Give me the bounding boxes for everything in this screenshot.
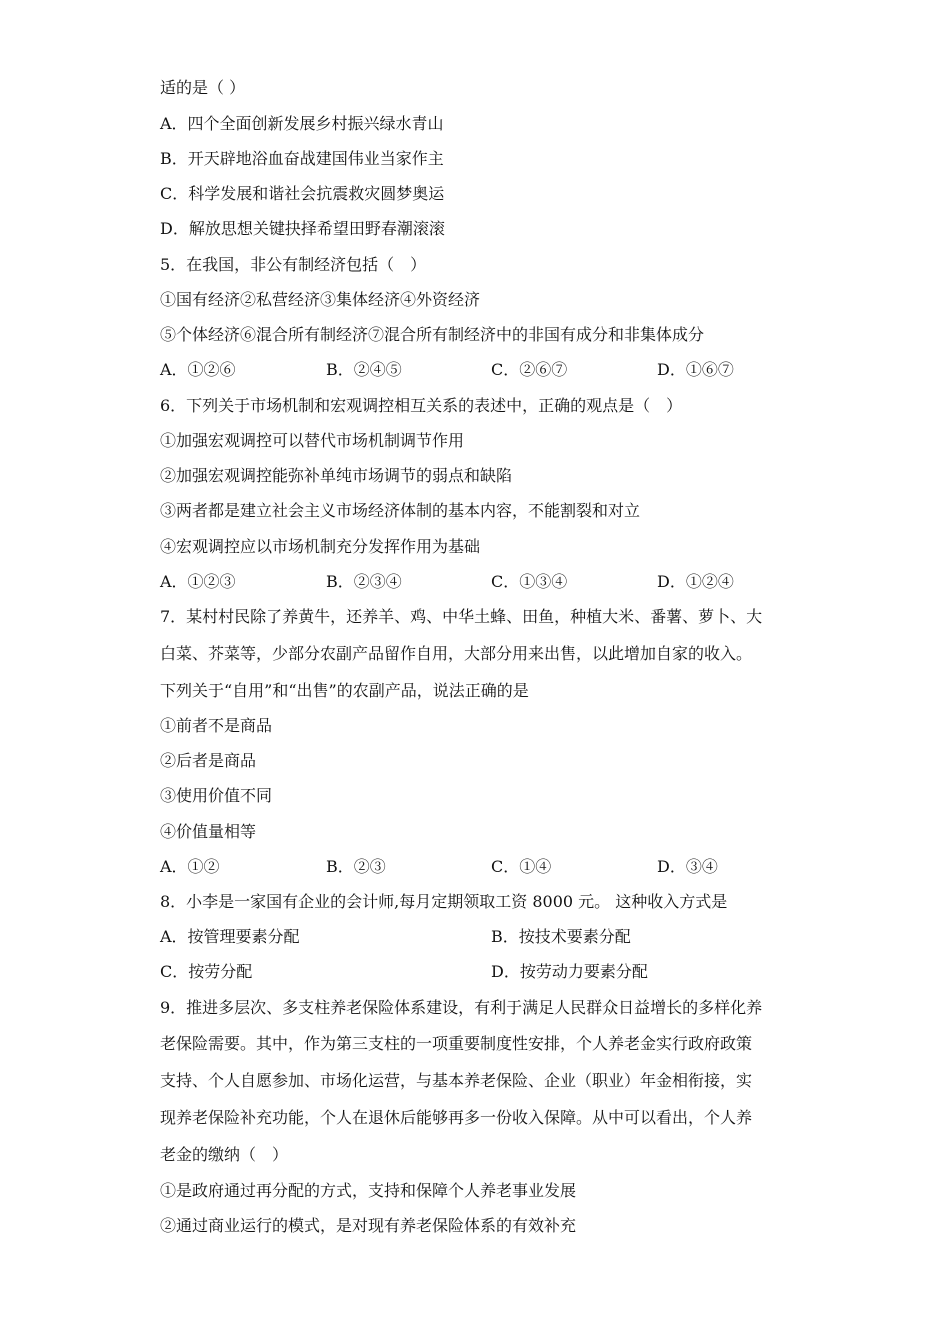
q6-choice-d: D．①②④ xyxy=(657,572,734,591)
q9-stem-line-3: 支持、个人自愿参加、市场化运营，与基本养老保险、企业（职业）年金相衔接，实 xyxy=(160,1071,753,1090)
q6-choice-c: C．①③④ xyxy=(491,572,568,591)
q7-stem-line-3: 下列关于“自用”和“出售”的农副产品，说法正确的是 xyxy=(160,681,529,700)
q8-choice-b: B．按技术要素分配 xyxy=(491,927,631,946)
q6-item-1: ①加强宏观调控可以替代市场机制调节作用 xyxy=(160,431,465,450)
q6-item-4: ④宏观调控应以市场机制充分发挥作用为基础 xyxy=(160,537,481,556)
q5-choice-c: C．②⑥⑦ xyxy=(491,360,568,379)
q9-item-1: ①是政府通过再分配的方式，支持和保障个人养老事业发展 xyxy=(160,1181,577,1200)
q9-stem-line-5: 老金的缴纳（ ） xyxy=(160,1145,289,1164)
q6-choice-a: A．①②③ xyxy=(160,572,236,591)
q5-choice-b: B．②④⑤ xyxy=(326,360,402,379)
q5-choice-d: D．①⑥⑦ xyxy=(657,360,734,379)
q7-item-3: ③使用价值不同 xyxy=(160,786,273,805)
q4-option-d: D．解放思想关键抉择希望田野春潮滚滚 xyxy=(160,219,445,238)
q5-stem: 5．在我国，非公有制经济包括（ ） xyxy=(160,255,427,274)
q6-choice-b: B．②③④ xyxy=(326,572,402,591)
q6-item-2: ②加强宏观调控能弥补单纯市场调节的弱点和缺陷 xyxy=(160,466,513,485)
q9-stem-line-1: 9．推进多层次、多支柱养老保险体系建设，有利于满足人民群众日益增长的多样化养 xyxy=(160,998,763,1017)
q8-choice-c: C．按劳分配 xyxy=(160,962,253,981)
q6-item-3: ③两者都是建立社会主义市场经济体制的基本内容，不能割裂和对立 xyxy=(160,501,641,520)
q7-choice-b: B．②③ xyxy=(326,857,386,876)
q6-stem: 6．下列关于市场机制和宏观调控相互关系的表述中，正确的观点是（ ） xyxy=(160,396,683,415)
q7-choice-a: A．①② xyxy=(160,857,220,876)
q4-option-a: A．四个全面创新发展乡村振兴绿水青山 xyxy=(160,114,444,133)
q7-stem-line-2: 白菜、芥菜等，少部分农副产品留作自用，大部分用来出售，以此增加自家的收入。 xyxy=(160,644,753,663)
q8-choice-d: D．按劳动力要素分配 xyxy=(491,962,648,981)
q8-stem: 8．小李是一家国有企业的会计师,每月定期领取工资 8000 元。 这种收入方式是 xyxy=(160,892,728,911)
q8-choice-a: A．按管理要素分配 xyxy=(160,927,300,946)
q4-stem-tail: 适的是（ ） xyxy=(160,78,246,97)
q5-item-line-2: ⑤个体经济⑥混合所有制经济⑦混合所有制经济中的非国有成分和非集体成分 xyxy=(160,325,705,344)
q4-option-b: B．开天辟地浴血奋战建国伟业当家作主 xyxy=(160,149,444,168)
q7-choice-c: C．①④ xyxy=(491,857,552,876)
q7-stem-line-1: 7．某村村民除了养黄牛，还养羊、鸡、中华土蜂、田鱼，种植大米、番薯、萝卜、大 xyxy=(160,607,763,626)
q9-item-2: ②通过商业运行的模式，是对现有养老保险体系的有效补充 xyxy=(160,1216,577,1235)
q7-item-1: ①前者不是商品 xyxy=(160,716,273,735)
q7-choice-d: D．③④ xyxy=(657,857,718,876)
q5-choice-a: A．①②⑥ xyxy=(160,360,236,379)
q5-item-line-1: ①国有经济②私营经济③集体经济④外资经济 xyxy=(160,290,481,309)
q7-item-2: ②后者是商品 xyxy=(160,751,257,770)
q9-stem-line-2: 老保险需要。其中，作为第三支柱的一项重要制度性安排，个人养老金实行政府政策 xyxy=(160,1034,753,1053)
q9-stem-line-4: 现养老保险补充功能，个人在退休后能够再多一份收入保障。从中可以看出，个人养 xyxy=(160,1108,753,1127)
q4-option-c: C．科学发展和谐社会抗震救灾圆梦奥运 xyxy=(160,184,445,203)
q7-item-4: ④价值量相等 xyxy=(160,822,257,841)
